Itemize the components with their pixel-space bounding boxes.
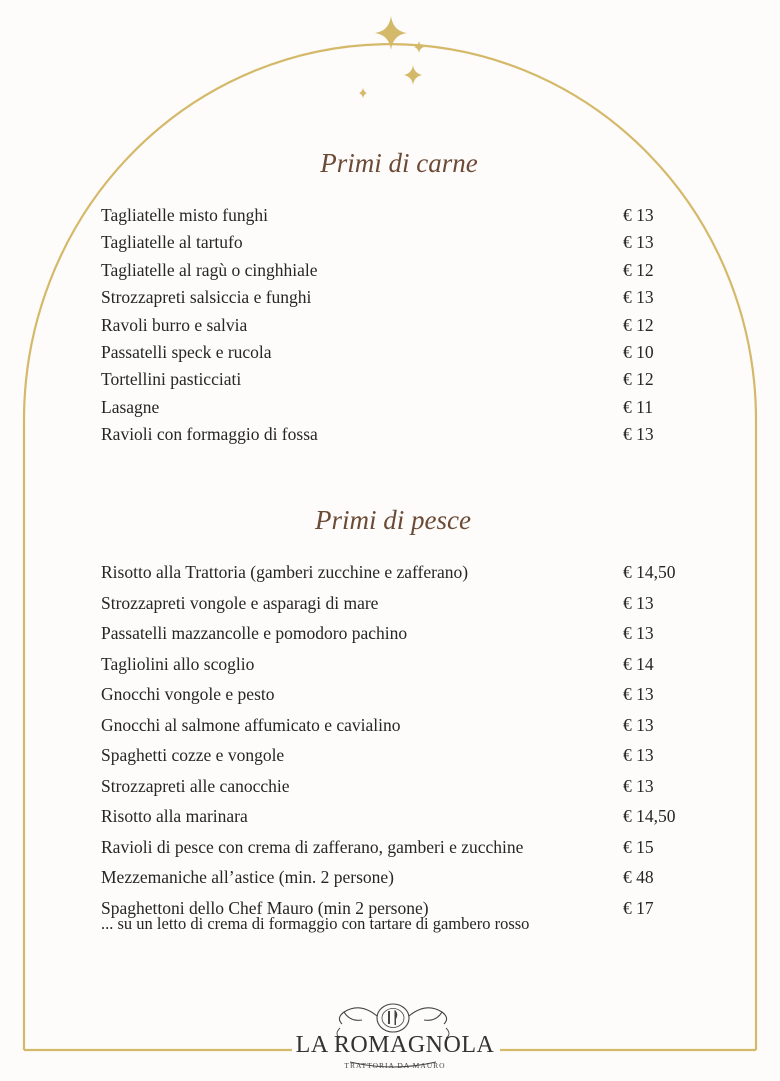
menu-item <box>101 313 661 340</box>
menu-item <box>101 230 661 257</box>
menu-item <box>101 682 661 713</box>
menu-item <box>101 804 676 835</box>
menu-item <box>101 395 661 422</box>
menu-item <box>101 774 661 805</box>
dish-name: Strozzapreti salsiccia e funghi <box>101 287 312 308</box>
dish-name: Mezzemaniche all’astice (min. 2 persone) <box>101 867 394 887</box>
menu-item <box>101 367 661 394</box>
menu-list-primi-di-pesce <box>101 560 676 926</box>
section-title-primi-di-pesce: Primi di pesce <box>315 505 471 535</box>
dish-price: € 12 <box>623 259 654 280</box>
dish-price: € 13 <box>623 684 654 704</box>
dish-name: Risotto alla marinara <box>101 806 248 826</box>
dish-price: € 13 <box>623 714 654 735</box>
dish-name: Strozzapreti vongole e asparagi di mare <box>101 592 379 613</box>
sparkle-star-small-icon <box>414 41 424 53</box>
dish-name: Risotto alla Trattoria (gamberi zucchine e zafferano) <box>101 562 469 582</box>
dish-name: Spaghetti cozze e vongole <box>101 745 285 765</box>
menu-item <box>101 865 661 896</box>
logo-name: LA ROMAGNOLA <box>295 1032 495 1058</box>
menu-item <box>101 340 661 367</box>
dish-price: € 13 <box>623 232 654 253</box>
dish-name: Gnocchi al salmone affumicato e cavialino <box>101 714 401 735</box>
menu-item <box>101 422 661 449</box>
dish-name: Passatelli speck e rucola <box>101 341 272 362</box>
menu-item <box>101 652 661 683</box>
dish-name: Tortellini pasticciati <box>101 369 242 390</box>
dish-price: € 13 <box>623 424 654 445</box>
dish-price: € 13 <box>623 205 654 225</box>
dish-price: € 13 <box>623 775 654 796</box>
restaurant-logo <box>280 998 510 1078</box>
dish-price: € 13 <box>623 745 654 765</box>
dish-name: Spaghettoni dello Chef Mauro (min 2 persone) <box>101 897 429 918</box>
dish-name: Tagliatelle al tartufo <box>101 232 243 253</box>
menu-item <box>101 560 676 591</box>
sparkle-star-tiny-icon <box>359 88 367 98</box>
dish-price: € 10 <box>623 341 654 362</box>
dish-price: € 12 <box>623 369 654 390</box>
dish-price: € 13 <box>623 592 654 613</box>
menu-item <box>101 621 661 652</box>
dish-name: Strozzapreti alle canocchie <box>101 775 290 796</box>
menu-item <box>101 591 661 622</box>
dish-name: Passatelli mazzancolle e pomodoro pachino <box>101 623 408 643</box>
dish-name: Tagliatelle misto funghi <box>101 205 268 225</box>
dish-note: ... su un letto di crema di formaggio con tartare di gambero rosso <box>101 914 530 933</box>
section-title-primi-di-carne: Primi di carne <box>320 148 478 178</box>
dish-name: Ravioli con formaggio di fossa <box>101 424 318 445</box>
dish-name: Ravoli burro e salvia <box>101 314 248 335</box>
dish-price: € 11 <box>623 396 653 417</box>
dish-price: € 15 <box>623 836 654 857</box>
menu-item <box>101 285 661 312</box>
menu-item <box>101 713 661 744</box>
sparkle-star-large-icon <box>375 16 407 50</box>
dish-name: Gnocchi vongole e pesto <box>101 684 275 704</box>
dish-price: € 13 <box>623 287 654 308</box>
dish-price: € 14 <box>623 653 654 674</box>
dish-name: Ravioli di pesce con crema di zafferano, gamberi e zucchine <box>101 836 524 857</box>
menu-item <box>101 743 661 774</box>
menu-list-primi-di-carne <box>101 203 661 450</box>
sparkle-star-medium-icon <box>404 65 422 85</box>
dish-name: Tagliolini allo scoglio <box>101 653 255 674</box>
stars-decoration <box>0 0 780 120</box>
dish-price: € 14,50 <box>623 562 676 582</box>
logo-subtitle: TRATTORIA DA MAURO <box>344 1061 446 1070</box>
dish-name: Tagliatelle al ragù o cinghhiale <box>101 259 318 280</box>
dish-name: Lasagne <box>101 396 160 417</box>
dish-price: € 13 <box>623 623 654 643</box>
dish-price: € 17 <box>623 897 654 918</box>
dish-price: € 48 <box>623 867 654 887</box>
menu-item <box>101 835 661 866</box>
menu-item <box>101 203 661 230</box>
dish-price: € 12 <box>623 314 654 335</box>
dish-price: € 14,50 <box>623 806 676 826</box>
menu-item <box>101 258 661 285</box>
